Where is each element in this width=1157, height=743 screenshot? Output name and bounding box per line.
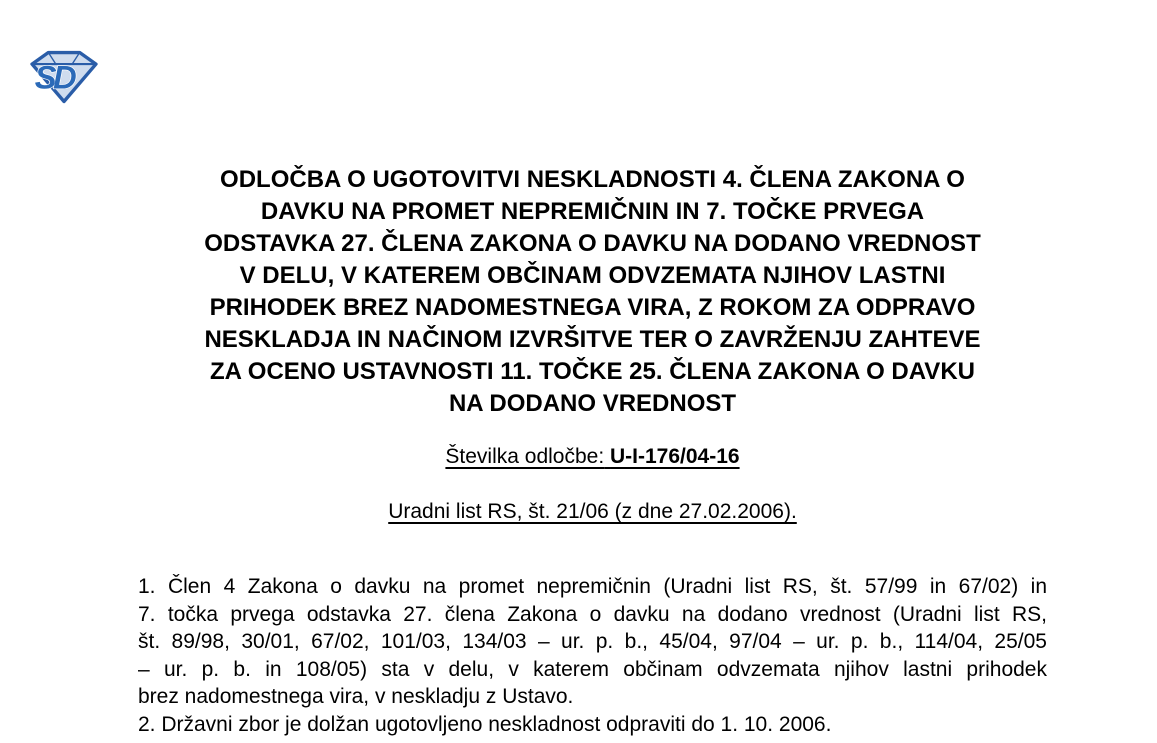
body-line: – ur. p. b. in 108/05) sta v delu, v katerem občinam odvzemata njihov lastni prihodek: [138, 657, 1047, 681]
body-line: 1. Člen 4 Zakona o davku na promet nepremičnin (Uradni list RS, št. 57/99 in 67/02) in: [138, 575, 1047, 598]
document-content: [138, 0, 1047, 738]
body-line: št. 89/98, 30/01, 67/02, 101/03, 134/03 – ur. p. b., 45/04, 97/04 – ur. p. b., 114/04, 25/05: [138, 630, 1047, 653]
body-line: 7. točka prvega odstavka 27. člena Zakona o davku na dodano vrednost (Uradni list RS,: [138, 602, 1047, 626]
title-line: V DELU, V KATEREM OBČINAM ODVZEMATA NJIHOV LASTNI: [239, 262, 946, 289]
body-line: 2. Državni zbor je dolžan ugotovljeno neskladnost odpraviti do 1. 10. 2006.: [138, 712, 832, 736]
decision-number-label: Številka odločbe:: [445, 445, 605, 468]
gazette-line: [138, 499, 1047, 525]
sd-diamond-icon: [30, 49, 98, 105]
title-line: NESKLADJA IN NAČINOM IZVRŠITVE TER O ZAVRŽENJU ZAHTEVE: [204, 326, 981, 353]
title-line: DAVKU NA PROMET NEPREMIČNIN IN 7. TOČKE PRVEGA: [260, 198, 925, 225]
logo-letters: SD: [34, 58, 74, 96]
title-line: ODSTAVKA 27. ČLENA ZAKONA O DAVKU NA DODANO VREDNOST: [204, 230, 981, 257]
decision-title: [138, 164, 1047, 420]
body-line: brez nadomestnega vira, v neskladju z Ustavo.: [138, 685, 574, 708]
decision-number-value: U-I-176/04-16: [610, 445, 740, 468]
decision-number-underlined: [445, 445, 739, 468]
gazette-text: Uradni list RS, št. 21/06 (z dne 27.02.2006).: [388, 500, 797, 523]
decision-number-line: [138, 444, 1047, 470]
title-line: NA DODANO VREDNOST: [448, 390, 737, 417]
decision-operative-text: [138, 573, 1047, 738]
title-line: ODLOČBA O UGOTOVITVI NESKLADNOSTI 4. ČLENA ZAKONA O: [220, 166, 965, 193]
title-line: PRIHODEK BREZ NADOMESTNEGA VIRA, Z ROKOM ZA ODPRAVO: [209, 294, 976, 321]
title-line: ZA OCENO USTAVNOSTI 11. TOČKE 25. ČLENA ZAKONA O DAVKU: [210, 358, 975, 385]
sd-logo: [30, 49, 98, 105]
